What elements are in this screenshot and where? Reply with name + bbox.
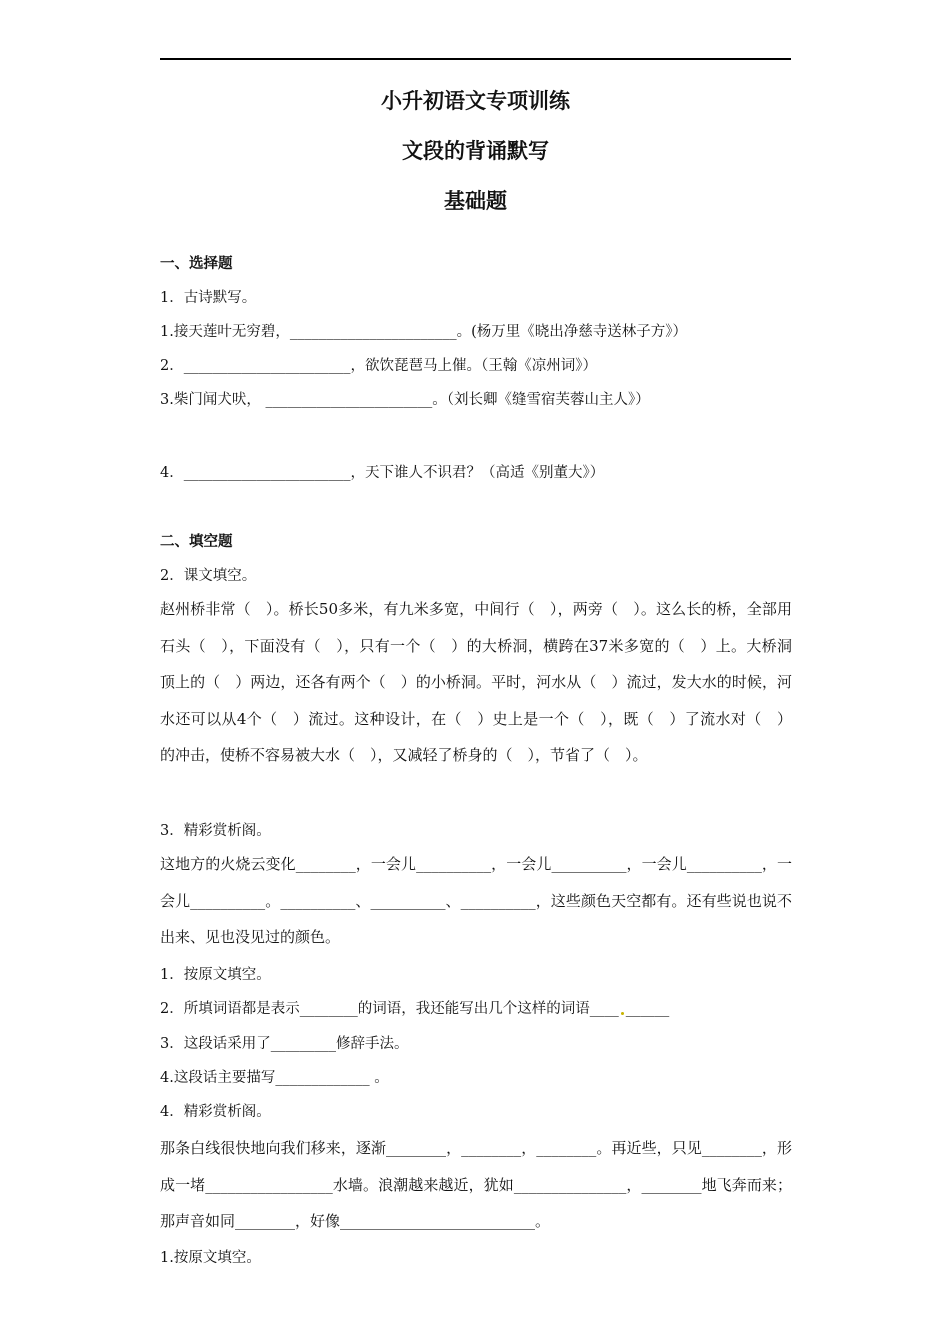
question-3-item-1: 1．按原文填空。 (160, 967, 271, 983)
doc-title: 小升初语文专项训练 (381, 89, 570, 113)
question-3-item-4: 4.这段话主要描写_____________ 。 (160, 1070, 389, 1086)
doc-subtitle: 文段的背诵默写 (402, 139, 549, 163)
question-3-item-3: 3．这段话采用了_________修辞手法。 (160, 1036, 409, 1052)
question-3-passage: 这地方的火烧云变化________，一会儿__________，一会儿__________，一会儿__________，一会儿__________。__________、__________、__________，这些颜色天空都有。还有些说也说不出来、见也没见过的颜色。 (160, 855, 792, 947)
question-4-passage: 那条白线很快地向我们移来，逐渐________，________，________。再近些，只见________，形成一堵_________________水墙。浪潮越来越近，犹如_______________，________地飞奔而来；那声音如同________，好像__________________________。 (160, 1139, 792, 1231)
question-1-item-2: 2．_______________________，欲饮琵琶马上催。（王翰《凉州词》） (160, 358, 597, 374)
question-3-item-2-blank: ______ (625, 1001, 670, 1017)
header-rule (160, 58, 791, 60)
question-3-item-2 (160, 999, 669, 1019)
question-3-item-2-text: 2．所填词语都是表示________的词语，我还能写出几个这样的词语____ (160, 1001, 619, 1017)
question-1-item-4: 4．_______________________，天下谁人不识君？（高适《别董大》） (160, 465, 605, 481)
question-3-title: 3．精彩赏析阁。 (160, 823, 271, 839)
question-4-title: 4．精彩赏析阁。 (160, 1104, 271, 1120)
doc-level: 基础题 (444, 189, 507, 213)
section-heading-fill: 二、填空题 (160, 534, 233, 550)
question-1-item-1: 1.接天莲叶无穷碧，_______________________。(杨万里《晓出净慈寺送林子方》） (160, 324, 687, 340)
question-1-title: 1．古诗默写。 (160, 290, 257, 306)
mark-dot (621, 1012, 624, 1015)
question-2-title: 2．课文填空。 (160, 568, 257, 584)
section-heading-choice: 一、选择题 (160, 256, 233, 272)
question-4-item-1: 1.按原文填空。 (160, 1250, 261, 1266)
question-2-passage: 赵州桥非常（ ）。桥长50多米，有九米多宽，中间行（ ），两旁（ ）。这么长的桥，全部用石头（ ），下面没有（ ），只有一个（ ）的大桥洞，横跨在37米多宽的（ ）上。大桥洞顶上的（ ）两边，还各有两个（ ）的小桥洞。平时，河水从（ ）流过，发大水的时候，河水还可以从4个（ ）流过。这种设计，在（ ）史上是一个（ ），既（ ）了流水对（ ）的冲击，使桥不容易被大水（ ），又减轻了桥身的（ ），节省了（ ）。 (160, 600, 792, 765)
question-1-item-3: 3.柴门闻犬吠， _______________________。（刘长卿《缝雪宿芙蓉山主人》） (160, 392, 650, 408)
